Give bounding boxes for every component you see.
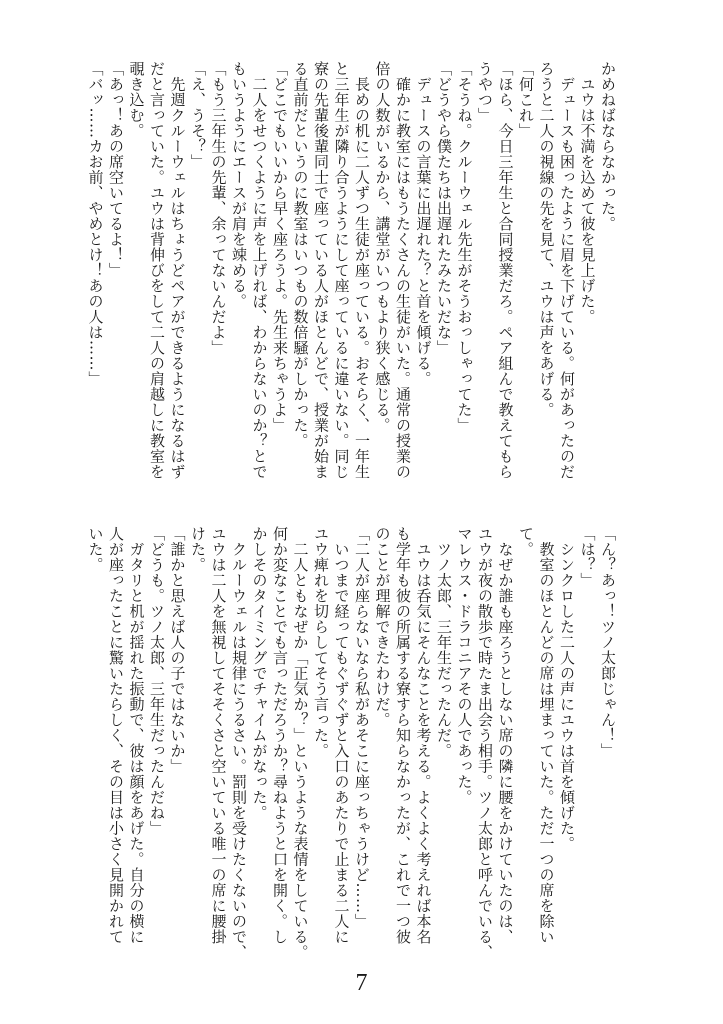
text-line: デュースも困ったように眉を下げている。何があったのだ [558, 61, 576, 480]
text-line: 教室のほとんどの席は埋まっていた。ただ一つの席を除い [537, 526, 556, 945]
text-line: 確かに教室にはもうたくさんの生徒がいた。通常の授業の [394, 61, 412, 480]
text-line: 二人ともなぜか「正気か？」というような表情をしている。 [291, 526, 310, 960]
text-line: 「バッ……カお前、やめとけ！あの人は……」 [86, 61, 105, 387]
text-line: なぜか誰も座ろうとしない席の隣に腰をかけていたのは、 [496, 526, 515, 945]
text-line: かしそのタイミングでチャイムがなった。 [250, 526, 269, 821]
text-line: ユウ痺れを切らしてそう言った。 [312, 526, 330, 759]
text-line: 「何これ」 [517, 61, 535, 139]
text-line: だと言っていた。ユウは背伸びをして二人の肩越しに教室を [148, 61, 166, 480]
text-line: マレウス・ドラコニアその人であった。 [455, 526, 474, 805]
text-line: ユウは不満を込めて彼を見上げた。 [578, 61, 597, 325]
text-line: 「ほら、今日三年生と合同授業だろ。ペア組んで教えてもら [496, 61, 515, 480]
text-line: 「誰かと思えば人の子ではないか」 [168, 526, 187, 774]
text-line: 「あっ！あの席空いてるよ！」 [107, 61, 125, 278]
lower-text-block [85, 526, 618, 960]
text-line: 「え、うそ？」 [189, 61, 207, 170]
text-line: 人が座ったことに驚いたらしく、その目は小さく見開かれて [107, 526, 125, 945]
text-line: シンクロした二人の声にユウは首を傾げた。 [558, 526, 576, 852]
text-line: ガタリと机が揺れた振動で、彼は顔をあげた。自分の横に [127, 526, 146, 945]
text-line: 「どうも。ツノ太郎、三年生だったんだね」 [148, 526, 166, 836]
text-line: 「は？」 [578, 526, 597, 588]
text-line: けた。 [189, 526, 207, 573]
text-line: 覗き込む。 [127, 61, 146, 139]
text-line: ろうと二人の視線の先を見て、ユウは声をあげる。 [537, 61, 556, 418]
text-line: 倍の人数がいるから、講堂がいつもより狭く感じる。 [373, 61, 392, 433]
text-line: 「もう三年生の先輩、余ってないんだよ」 [209, 61, 228, 356]
text-line: 「二人が座らないなら私があそこに座っちゃうけど……」 [353, 526, 371, 929]
text-line: もいうようにエースが肩を竦める。 [230, 61, 248, 309]
text-line: 何か変なことでも言っただろうか？尋ねようと口を開く。し [271, 526, 289, 945]
text-line: 「そうね。クルーウェル先生がそうおっしゃってた」 [455, 61, 474, 433]
text-line: ユウは呑気にそんなことを考える。よくよく考えれば本名 [414, 526, 433, 945]
text-line: うやつ」 [476, 61, 494, 123]
text-line: と三年生が隣り合うようにして座っているに違いない。同じ [332, 61, 351, 480]
text-line: かめねばならなかった。 [599, 61, 617, 232]
text-line: る直前だというのに教室はいつもの数倍騒がしかった。 [291, 61, 310, 449]
page-number: 7 [355, 970, 368, 996]
text-line: 「どうやら僕たちは出遅れたみたいだな」 [435, 61, 453, 356]
text-line: デュースの言葉に出遅れた？と首を傾げる。 [414, 61, 433, 387]
text-line: 「ん？あっ！ツノ太郎じゃん！」 [599, 526, 617, 759]
text-line: ユウが夜の散歩で時たま出会う相手。ツノ太郎と呼んでいる、 [476, 526, 494, 960]
text-line: て。 [517, 526, 535, 557]
text-line: のことが理解できたわけだ。 [373, 526, 392, 728]
text-line: 「どこでもいいから早く座ろうよ。先生来ちゃうよ」 [271, 61, 289, 433]
text-line: いた。 [86, 526, 105, 573]
text-line: 先週クルーウェルはちょうどペアができるようになるはず [168, 61, 187, 480]
text-line: ツノ太郎、三年生だったんだ。 [435, 526, 453, 759]
text-line: 長めの机に二人ずつ生徒が座っている。おそらく、一年生 [353, 61, 371, 480]
text-line: も学年も彼の所属する寮すら知らなかったが、これで一つ彼 [394, 526, 412, 945]
text-line: ユウは二人を無視してそそくさと空いている唯一の席に腰掛 [209, 526, 228, 945]
text-line: いつまで経ってもぐずぐずと入口のあたりで止まる二人に [332, 526, 351, 945]
text-line: 寮の先輩後輩同士で座っている人がほとんどで、授業が始ま [312, 61, 330, 480]
text-line: クルーウェルは規律にうるさい。罰則を受けたくないので、 [230, 526, 248, 960]
text-line: 二人をせつくように声を上げれば、わからないのか？とで [250, 61, 269, 480]
upper-text-block [85, 61, 618, 501]
